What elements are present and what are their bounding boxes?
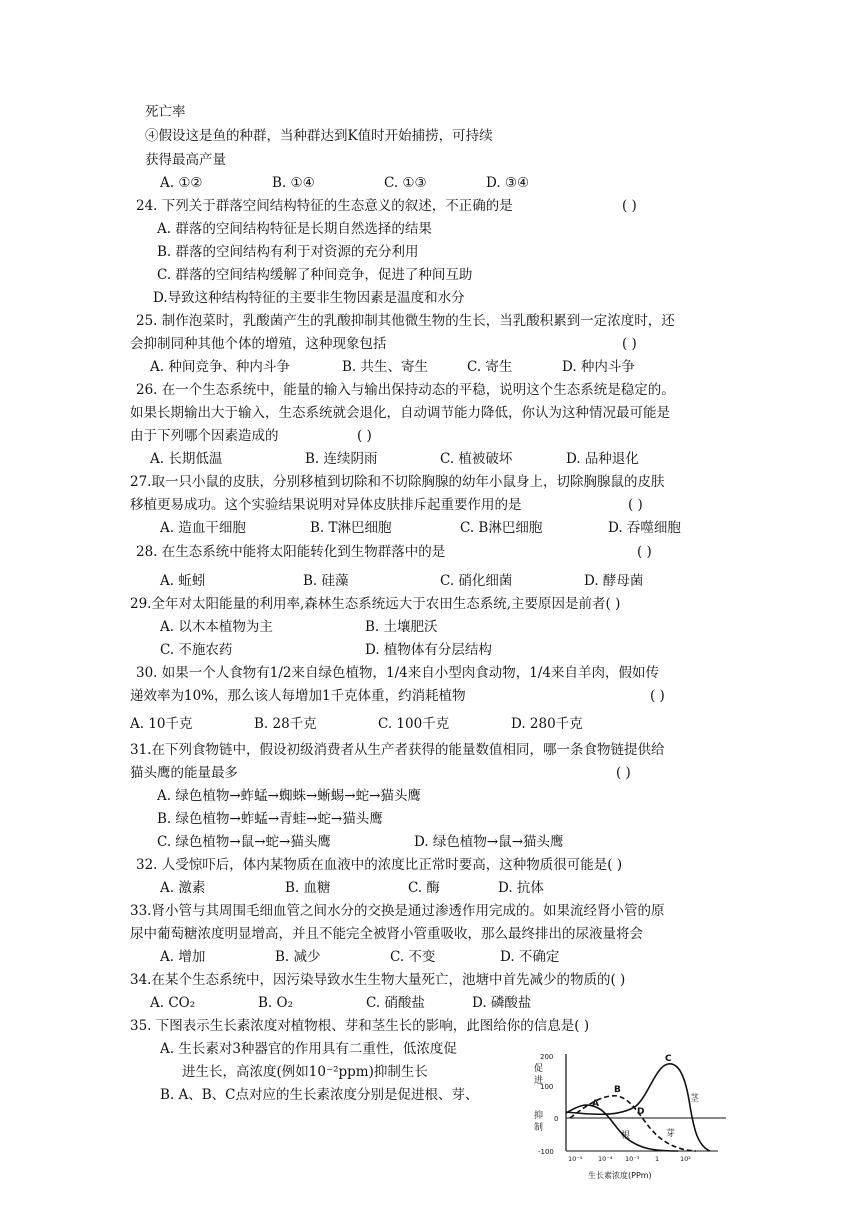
option-row (130, 716, 583, 732)
question-33-cont: 尿中葡萄糖浓度明显增高，并且不能完全被肾小管重吸收，那么最终排出的尿液量将会 (130, 926, 643, 942)
option: C. B淋巴细胞 (460, 520, 543, 536)
question-34: 34.在某个生态系统中，因污染导致水生生物大量死亡，池塘中首先减少的物质的( ) (130, 972, 626, 988)
question-32: 32. 人受惊吓后，体内某物质在血液中的浓度比正常时要高，这种物质很可能是( ) (136, 857, 623, 873)
option: A. CO₂ (150, 995, 196, 1011)
option-row (160, 642, 492, 658)
option: A. 绿色植物→蚱蜢→蜘蛛→蜥蜴→蛇→猫头鹰 (157, 788, 421, 804)
question-28: 28. 在生态系统中能将太阳能转化到生物群落中的是 (136, 544, 446, 560)
option-row (150, 451, 639, 467)
option: B. ①④ (272, 175, 315, 191)
option: D. 品种退化 (566, 451, 639, 467)
option-row (160, 619, 438, 635)
option: D. ③④ (486, 175, 530, 191)
option: B. 绿色植物→蚱蜢→青蛙→蛇→猫头鹰 (157, 811, 383, 827)
option-row (160, 520, 681, 536)
option: A. 种间竞争、种内斗争 (150, 359, 290, 375)
option-cont: 进生长，高浓度(例如10⁻²ppm)抑制生长 (182, 1064, 428, 1080)
option-row (150, 995, 531, 1011)
question-25: 25. 制作泡菜时，乳酸菌产生的乳酸抑制其他微生物的生长，当乳酸积累到一定浓度时，还 (136, 313, 675, 329)
y-tick-label: -100 (538, 1148, 554, 1156)
auxin-chart-svg (528, 1046, 728, 1186)
inhibit-label-top: 抑 (534, 1111, 544, 1121)
option: A. 长期低温 (150, 451, 223, 467)
promote-label-top: 促 (534, 1064, 544, 1074)
option: C. 绿色植物→鼠→蛇→猫头鹰 (157, 834, 331, 850)
series-label-stem: 茎 (690, 1094, 700, 1104)
option: A. ①② (160, 175, 203, 191)
point-label-c: C (665, 1054, 672, 1064)
option-row (160, 175, 529, 191)
option: D. 酵母菌 (584, 573, 644, 589)
option: B. 血糖 (285, 880, 331, 896)
point-label-d: D (637, 1107, 645, 1117)
answer-paren: ( ) (637, 544, 652, 560)
question-26-cont: 由于下列哪个因素造成的 (130, 428, 279, 444)
question-30: 30. 如果一个人食物有1/2来自绿色植物，1/4来自小型肉食动物，1/4来自羊肉，假如传 (136, 665, 659, 681)
question-31-cont: 猫头鹰的能量最多 (130, 765, 238, 781)
option: A. 10千克 (130, 716, 193, 732)
option-row (160, 880, 544, 896)
option: D. 280千克 (511, 716, 583, 732)
question-30-cont: 递效率为10%，那么该人每增加1千克体重，约消耗植物 (130, 688, 466, 704)
option: C. 群落的空间结构缓解了种间竞争，促进了种间互助 (157, 267, 473, 283)
option: B. 减少 (275, 949, 321, 965)
text-line: 死亡率 (145, 104, 186, 120)
x-tick-label: 1 (655, 1155, 660, 1163)
option: B. 硅藻 (303, 573, 349, 589)
option: D.导致这种结构特征的主要非生物因素是温度和水分 (153, 290, 465, 306)
x-tick-label: 10⁻³ (625, 1155, 640, 1163)
option: C. 硝化细菌 (440, 573, 513, 589)
option: D. 抗体 (498, 880, 544, 896)
option: A. 激素 (160, 880, 206, 896)
promote-label-bottom: 进 (534, 1076, 544, 1086)
question-29: 29.全年对太阳能量的利用率,森林生态系统远大于农田生态系统,主要原因是前者( ) (130, 596, 621, 612)
text-line: ④假设这是鱼的种群，当种群达到K值时开始捕捞，可持续 (145, 128, 493, 144)
option: D. 不确定 (500, 949, 560, 965)
option-row (160, 949, 559, 965)
y-tick-label: 100 (540, 1083, 554, 1091)
option: B. 共生、寄生 (342, 359, 429, 375)
option: A. 造血干细胞 (160, 520, 246, 536)
answer-paren: ( ) (622, 336, 637, 352)
option: A. 群落的空间结构特征是长期自然选择的结果 (157, 221, 432, 237)
answer-paren: ( ) (650, 688, 665, 704)
option: C. 寄生 (467, 359, 513, 375)
series-label-root: 根 (621, 1131, 631, 1141)
answer-paren: ( ) (622, 198, 637, 214)
option: A. 生长素对3种器官的作用具有二重性，低浓度促 (160, 1041, 457, 1057)
option: C. 酶 (408, 880, 440, 896)
option: B. 土壤肥沃 (365, 619, 438, 635)
option-row (150, 359, 635, 375)
option: C. 硝酸盐 (366, 995, 425, 1011)
x-axis-title: 生长素浓度(PPm) (588, 1171, 652, 1180)
auxin-chart (528, 1046, 728, 1186)
option: B. O₂ (258, 995, 293, 1011)
option: D. 吞噬细胞 (608, 520, 681, 536)
option: D. 磷酸盐 (472, 995, 532, 1011)
question-27: 27.取一只小鼠的皮肤，分别移植到切除和不切除胸腺的幼年小鼠身上，切除胸腺鼠的皮肤 (130, 474, 665, 490)
question-35: 35. 下图表示生长素浓度对植物根、芽和茎生长的影响，此图给你的信息是( ) (130, 1018, 590, 1034)
question-27-cont: 移植更易成功。这个实验结果说明对异体皮肤排斥起重要作用的是 (130, 497, 522, 513)
option: A. 以木本植物为主 (160, 619, 273, 635)
question-31: 31.在下列食物链中，假设初级消费者从生产者获得的能量数值相同，哪一条食物链提供给 (130, 742, 665, 758)
option: B. 连续阴雨 (305, 451, 378, 467)
option: A. 蚯蚓 (160, 573, 206, 589)
option: B. 28千克 (254, 716, 317, 732)
answer-paren: ( ) (628, 497, 643, 513)
option: C. 不变 (390, 949, 436, 965)
answer-paren: ( ) (616, 765, 631, 781)
x-tick-label: 10⁻⁴ (598, 1155, 613, 1163)
option: C. 不施农药 (160, 642, 233, 658)
question-26: 26. 在一个生态系统中，能量的输入与输出保持动态的平稳，说明这个生态系统是稳定的。 (136, 382, 675, 398)
answer-paren: ( ) (357, 428, 372, 444)
option: B. T淋巴细胞 (310, 520, 392, 536)
question-24: 24. 下列关于群落空间结构特征的生态意义的叙述，不正确的是 (136, 198, 513, 214)
option: D. 种内斗争 (562, 359, 635, 375)
option: D. 植物体有分层结构 (365, 642, 492, 658)
question-26-cont: 如果长期输出大于输入，生态系统就会退化，自动调节能力降低，你认为这种情况最可能是 (130, 405, 670, 421)
series-label-bud: 芽 (666, 1129, 676, 1139)
option: C. ①③ (384, 175, 427, 191)
question-33: 33.肾小管与其周围毛细血管之间水分的交换是通过渗透作用完成的。如果流经肾小管的原 (130, 903, 665, 919)
point-label-b: B (614, 1085, 621, 1095)
y-tick-label: 0 (554, 1115, 559, 1123)
point-label-a: A (592, 1099, 599, 1109)
x-tick-label: 10² (680, 1155, 691, 1163)
y-tick-label: 200 (540, 1053, 554, 1061)
option: D. 绿色植物→鼠→猫头鹰 (414, 834, 564, 850)
option: B. A、B、C点对应的生长素浓度分别是促进根、芽、 (160, 1087, 479, 1103)
question-25-cont: 会抑制同种其他个体的增殖，这种现象包括 (130, 336, 387, 352)
option: B. 群落的空间结构有利于对资源的充分利用 (157, 244, 419, 260)
option: C. 植被破坏 (440, 451, 513, 467)
option: C. 100千克 (378, 716, 450, 732)
inhibit-label-bottom: 制 (534, 1123, 544, 1133)
option: A. 增加 (160, 949, 206, 965)
option-row (160, 573, 643, 589)
x-tick-label: 10⁻⁵ (568, 1155, 583, 1163)
text-line: 获得最高产量 (145, 152, 226, 168)
